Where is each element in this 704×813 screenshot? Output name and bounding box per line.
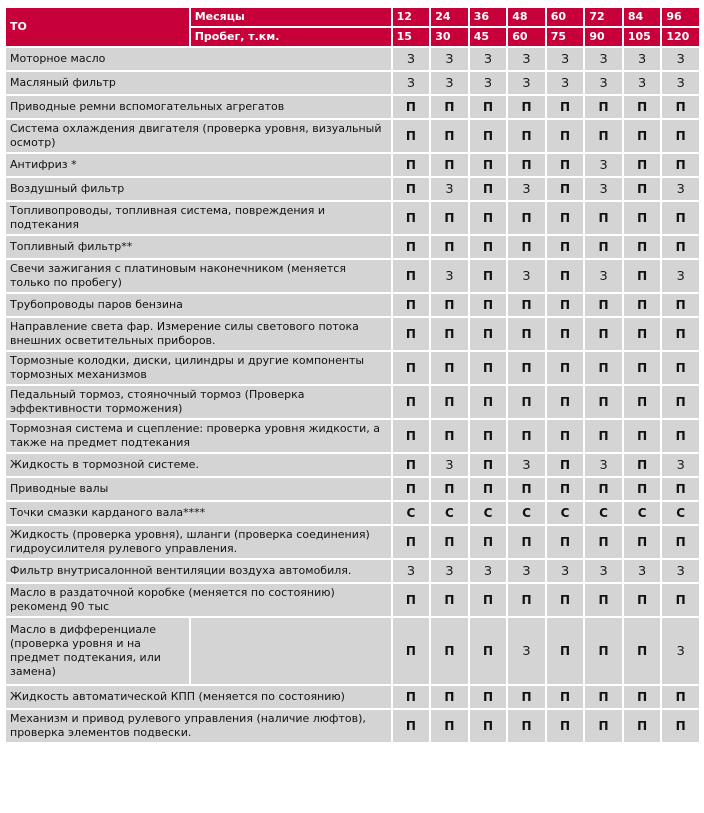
interval-cell: З <box>431 560 468 582</box>
interval-cell: П <box>585 294 622 316</box>
table-row <box>6 236 699 258</box>
interval-cell: З <box>585 72 622 94</box>
header-row-months <box>6 8 699 26</box>
operation-name: Тормозные колодки, диски, цилиндры и другие компоненты тормозных механизмов <box>6 352 391 384</box>
mileage-cell: 15 <box>393 28 430 46</box>
operation-name: Фильтр внутрисалонной вентиляции воздуха автомобиля. <box>6 560 391 582</box>
interval-cell: З <box>393 560 430 582</box>
interval-cell: П <box>470 420 507 452</box>
interval-cell: П <box>431 584 468 616</box>
operation-name: Антифриз * <box>6 154 391 176</box>
interval-cell: П <box>547 710 584 742</box>
interval-cell: П <box>585 352 622 384</box>
interval-cell: П <box>393 202 430 234</box>
interval-cell: З <box>547 560 584 582</box>
month-cell: 48 <box>508 8 545 26</box>
interval-cell: З <box>431 260 468 292</box>
interval-cell: З <box>662 260 699 292</box>
mileage-cell: 30 <box>431 28 468 46</box>
interval-cell: П <box>662 686 699 708</box>
interval-cell: С <box>431 502 468 524</box>
interval-cell: П <box>431 120 468 152</box>
month-cell: 24 <box>431 8 468 26</box>
interval-cell: П <box>431 618 468 684</box>
interval-cell: П <box>393 478 430 500</box>
table-row <box>6 96 699 118</box>
interval-cell: П <box>662 96 699 118</box>
interval-cell: С <box>547 502 584 524</box>
interval-cell: П <box>508 352 545 384</box>
interval-cell: П <box>508 478 545 500</box>
interval-cell: П <box>470 386 507 418</box>
interval-cell: З <box>508 48 545 70</box>
interval-cell: П <box>547 420 584 452</box>
interval-cell: П <box>393 454 430 476</box>
month-cell: 36 <box>470 8 507 26</box>
interval-cell: П <box>662 294 699 316</box>
operation-name: Направление света фар. Измерение силы светового потока внешних осветительных приборов. <box>6 318 391 350</box>
table-row <box>6 48 699 70</box>
interval-cell: П <box>662 154 699 176</box>
interval-cell: П <box>585 318 622 350</box>
interval-cell: П <box>624 386 661 418</box>
interval-cell: П <box>470 318 507 350</box>
interval-cell: П <box>547 96 584 118</box>
interval-cell: П <box>470 294 507 316</box>
operation-name: Трубопроводы паров бензина <box>6 294 391 316</box>
interval-cell: П <box>547 686 584 708</box>
interval-cell: П <box>508 584 545 616</box>
operation-name: Система охлаждения двигателя (проверка уровня, визуальный осмотр) <box>6 120 391 152</box>
table-row <box>6 294 699 316</box>
table-row <box>6 420 699 452</box>
interval-cell: П <box>470 260 507 292</box>
operation-name: Тормозная система и сцепление: проверка уровня жидкости, а также на предмет подтекания <box>6 420 391 452</box>
interval-cell: З <box>585 260 622 292</box>
interval-cell: С <box>393 502 430 524</box>
table-row <box>6 72 699 94</box>
month-cell: 96 <box>662 8 699 26</box>
interval-cell: З <box>431 454 468 476</box>
interval-cell: П <box>508 294 545 316</box>
operation-name: Приводные валы <box>6 478 391 500</box>
interval-cell: З <box>431 178 468 200</box>
interval-cell: З <box>547 48 584 70</box>
interval-cell: З <box>662 454 699 476</box>
interval-cell: П <box>624 236 661 258</box>
operation-name: Жидкость автоматической КПП (меняется по состоянию) <box>6 686 391 708</box>
interval-cell: П <box>585 686 622 708</box>
interval-cell: З <box>508 454 545 476</box>
interval-cell: П <box>508 120 545 152</box>
table-row <box>6 352 699 384</box>
interval-cell: З <box>585 560 622 582</box>
maintenance-schedule-table <box>4 6 701 744</box>
mileage-cell: 60 <box>508 28 545 46</box>
interval-cell: С <box>662 502 699 524</box>
interval-cell: П <box>508 526 545 558</box>
interval-cell: П <box>393 386 430 418</box>
table-row <box>6 686 699 708</box>
interval-cell: П <box>393 710 430 742</box>
interval-cell: П <box>547 202 584 234</box>
interval-cell: П <box>393 96 430 118</box>
operation-name: Механизм и привод рулевого управления (наличие люфтов), проверка элементов подвески. <box>6 710 391 742</box>
interval-cell: П <box>624 618 661 684</box>
interval-cell: П <box>547 618 584 684</box>
interval-cell: З <box>585 48 622 70</box>
interval-cell: П <box>662 352 699 384</box>
interval-cell: П <box>662 120 699 152</box>
interval-cell: П <box>431 352 468 384</box>
interval-cell: П <box>431 154 468 176</box>
interval-cell: П <box>431 686 468 708</box>
interval-cell: З <box>585 454 622 476</box>
interval-cell: З <box>624 72 661 94</box>
interval-cell: П <box>547 584 584 616</box>
table-row <box>6 478 699 500</box>
interval-cell: П <box>470 352 507 384</box>
operation-name: Жидкость в тормозной системе. <box>6 454 391 476</box>
interval-cell: П <box>508 420 545 452</box>
interval-cell: П <box>547 526 584 558</box>
interval-cell: С <box>585 502 622 524</box>
interval-cell: П <box>393 154 430 176</box>
operation-name: Жидкость (проверка уровня), шланги (проверка соединения) гидроусилителя рулевого управления. <box>6 526 391 558</box>
operation-name: Топливопроводы, топливная система, повреждения и подтекания <box>6 202 391 234</box>
interval-cell: П <box>547 478 584 500</box>
interval-cell: П <box>624 420 661 452</box>
interval-cell: З <box>662 178 699 200</box>
interval-cell: П <box>470 96 507 118</box>
interval-cell: П <box>624 294 661 316</box>
interval-cell: П <box>624 318 661 350</box>
interval-cell: П <box>508 96 545 118</box>
interval-cell: П <box>508 202 545 234</box>
interval-cell: П <box>662 202 699 234</box>
interval-cell: П <box>585 526 622 558</box>
interval-cell: П <box>393 318 430 350</box>
interval-cell: П <box>585 478 622 500</box>
interval-cell: П <box>508 686 545 708</box>
interval-cell: П <box>393 526 430 558</box>
interval-cell: П <box>431 294 468 316</box>
interval-cell: П <box>662 386 699 418</box>
mileage-cell: 120 <box>662 28 699 46</box>
month-cell: 72 <box>585 8 622 26</box>
interval-cell: П <box>624 154 661 176</box>
interval-cell: П <box>470 454 507 476</box>
interval-cell: З <box>662 560 699 582</box>
months-label: Месяцы <box>191 8 391 26</box>
interval-cell: П <box>508 154 545 176</box>
interval-cell: С <box>508 502 545 524</box>
interval-cell: П <box>431 420 468 452</box>
interval-cell: П <box>470 710 507 742</box>
month-cell: 12 <box>393 8 430 26</box>
interval-cell: П <box>431 710 468 742</box>
interval-cell: П <box>470 478 507 500</box>
interval-cell: П <box>585 386 622 418</box>
mileage-label: Пробег, т.км. <box>191 28 391 46</box>
interval-cell: П <box>508 236 545 258</box>
interval-cell: П <box>393 260 430 292</box>
interval-cell: П <box>547 454 584 476</box>
interval-cell: П <box>662 526 699 558</box>
interval-cell: П <box>547 318 584 350</box>
interval-cell: П <box>547 236 584 258</box>
interval-cell: П <box>393 352 430 384</box>
interval-cell: З <box>547 72 584 94</box>
operation-name: Педальный тормоз, стояночный тормоз (Проверка эффективности торможения) <box>6 386 391 418</box>
interval-cell: П <box>431 96 468 118</box>
operation-name: Приводные ремни вспомогательных агрегатов <box>6 96 391 118</box>
interval-cell: П <box>470 526 507 558</box>
interval-cell: З <box>508 178 545 200</box>
interval-cell: С <box>470 502 507 524</box>
interval-cell: П <box>431 202 468 234</box>
interval-cell: П <box>547 178 584 200</box>
interval-cell: З <box>662 72 699 94</box>
mileage-cell: 105 <box>624 28 661 46</box>
interval-cell: П <box>624 584 661 616</box>
interval-cell: П <box>662 584 699 616</box>
interval-cell: П <box>431 478 468 500</box>
interval-cell: З <box>470 560 507 582</box>
interval-cell: П <box>624 526 661 558</box>
interval-cell: П <box>662 478 699 500</box>
interval-cell: З <box>431 48 468 70</box>
table-row <box>6 178 699 200</box>
interval-cell: П <box>585 584 622 616</box>
interval-cell: П <box>431 526 468 558</box>
interval-cell: П <box>393 618 430 684</box>
interval-cell: П <box>470 686 507 708</box>
interval-cell: П <box>393 584 430 616</box>
interval-cell: П <box>470 202 507 234</box>
operation-name: Точки смазки карданого вала**** <box>6 502 391 524</box>
interval-cell: П <box>585 120 622 152</box>
mileage-cell: 90 <box>585 28 622 46</box>
interval-cell: З <box>585 178 622 200</box>
interval-cell: П <box>662 710 699 742</box>
empty-cell <box>191 618 391 684</box>
table-row <box>6 154 699 176</box>
interval-cell: З <box>470 72 507 94</box>
interval-cell: П <box>585 420 622 452</box>
interval-cell: П <box>624 686 661 708</box>
table-row <box>6 584 699 616</box>
interval-cell: З <box>585 154 622 176</box>
interval-cell: П <box>547 154 584 176</box>
interval-cell: П <box>470 154 507 176</box>
interval-cell: З <box>662 48 699 70</box>
interval-cell: З <box>624 48 661 70</box>
table-row <box>6 560 699 582</box>
operation-name: Свечи зажигания с платиновым наконечником (меняется только по пробегу) <box>6 260 391 292</box>
interval-cell: З <box>393 72 430 94</box>
interval-cell: П <box>508 318 545 350</box>
interval-cell: П <box>470 584 507 616</box>
operation-name: Масляный фильтр <box>6 72 391 94</box>
mileage-cell: 45 <box>470 28 507 46</box>
interval-cell: П <box>662 236 699 258</box>
table-row <box>6 260 699 292</box>
table-row <box>6 202 699 234</box>
operation-name: Топливный фильтр** <box>6 236 391 258</box>
interval-cell: З <box>431 72 468 94</box>
table-row <box>6 618 699 684</box>
interval-cell: П <box>393 236 430 258</box>
interval-cell: П <box>547 294 584 316</box>
table-row <box>6 120 699 152</box>
table-row <box>6 318 699 350</box>
interval-cell: С <box>624 502 661 524</box>
interval-cell: П <box>662 420 699 452</box>
interval-cell: П <box>470 618 507 684</box>
interval-cell: П <box>393 120 430 152</box>
interval-cell: П <box>547 386 584 418</box>
operation-name: Воздушный фильтр <box>6 178 391 200</box>
to-header: ТО <box>6 8 189 46</box>
interval-cell: П <box>393 294 430 316</box>
table-row <box>6 386 699 418</box>
table-row <box>6 710 699 742</box>
interval-cell: П <box>547 120 584 152</box>
interval-cell: П <box>431 386 468 418</box>
table-row <box>6 526 699 558</box>
interval-cell: П <box>624 710 661 742</box>
interval-cell: П <box>431 236 468 258</box>
interval-cell: З <box>624 560 661 582</box>
interval-cell: З <box>508 618 545 684</box>
interval-cell: П <box>585 96 622 118</box>
table-row <box>6 454 699 476</box>
interval-cell: П <box>547 352 584 384</box>
interval-cell: З <box>508 72 545 94</box>
interval-cell: П <box>624 352 661 384</box>
interval-cell: П <box>585 710 622 742</box>
interval-cell: П <box>585 236 622 258</box>
interval-cell: П <box>624 478 661 500</box>
operation-name: Масло в дифференциале (проверка уровня и на предмет подтекания, или замена) <box>6 618 189 684</box>
interval-cell: П <box>624 202 661 234</box>
interval-cell: П <box>393 686 430 708</box>
interval-cell: П <box>508 386 545 418</box>
operation-name: Моторное масло <box>6 48 391 70</box>
interval-cell: П <box>624 96 661 118</box>
table-row <box>6 502 699 524</box>
interval-cell: З <box>662 618 699 684</box>
interval-cell: П <box>624 178 661 200</box>
interval-cell: П <box>393 420 430 452</box>
interval-cell: П <box>624 120 661 152</box>
interval-cell: З <box>508 560 545 582</box>
interval-cell: З <box>470 48 507 70</box>
interval-cell: П <box>508 710 545 742</box>
mileage-cell: 75 <box>547 28 584 46</box>
interval-cell: З <box>508 260 545 292</box>
interval-cell: П <box>470 236 507 258</box>
interval-cell: З <box>393 48 430 70</box>
interval-cell: П <box>624 454 661 476</box>
interval-cell: П <box>624 260 661 292</box>
interval-cell: П <box>547 260 584 292</box>
interval-cell: П <box>393 178 430 200</box>
month-cell: 60 <box>547 8 584 26</box>
interval-cell: П <box>431 318 468 350</box>
interval-cell: П <box>470 120 507 152</box>
interval-cell: П <box>585 618 622 684</box>
interval-cell: П <box>662 318 699 350</box>
operation-name: Масло в раздаточной коробке (меняется по состоянию) рекоменд 90 тыс <box>6 584 391 616</box>
month-cell: 84 <box>624 8 661 26</box>
interval-cell: П <box>470 178 507 200</box>
interval-cell: П <box>585 202 622 234</box>
